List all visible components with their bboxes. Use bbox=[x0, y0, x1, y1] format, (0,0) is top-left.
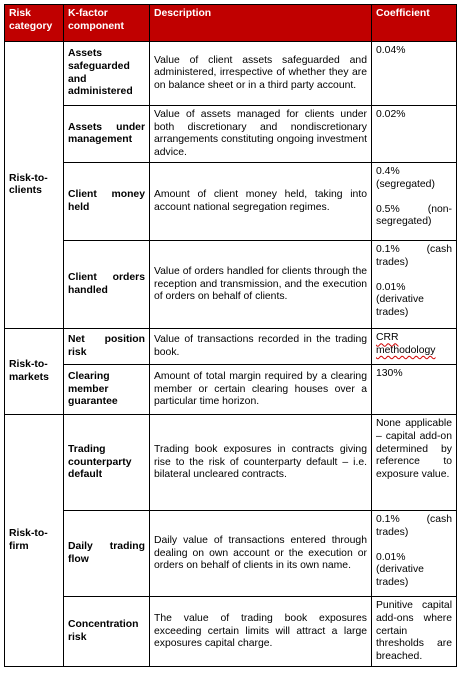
component-cell: Daily trading flow bbox=[64, 511, 150, 597]
coefficient-text: 0.04% bbox=[376, 45, 406, 56]
category-risk-to-clients: Risk-to-clients bbox=[5, 42, 64, 329]
coefficient-text: Punitive capital add-ons where certain thresholds are breached. bbox=[376, 600, 452, 662]
table-row bbox=[5, 329, 457, 365]
coefficient-cell bbox=[372, 163, 457, 241]
coefficient-cell bbox=[372, 365, 457, 415]
coefficient-cell bbox=[372, 415, 457, 511]
table-row bbox=[5, 163, 457, 241]
component-cell: Concentration risk bbox=[64, 597, 150, 667]
coefficient-text: 0.5% (non-segregated) bbox=[376, 203, 452, 228]
description-cell: Value of assets managed for clients under both discretionary and nondiscretionary arrangements constituting ongoing investment advice. bbox=[150, 106, 372, 163]
component-cell: Assets under management bbox=[64, 106, 150, 163]
table-row bbox=[5, 365, 457, 415]
coefficient-text: 0.01% (derivative trades) bbox=[376, 281, 424, 318]
coefficient-cell bbox=[372, 106, 457, 163]
description-cell: Value of orders handled for clients through the reception and transmission, and the execution of orders on behalf of clients. bbox=[150, 241, 372, 329]
table-row bbox=[5, 511, 457, 597]
category-risk-to-firm: Risk-to-firm bbox=[5, 415, 64, 667]
component-cell: Net position risk bbox=[64, 329, 150, 365]
coefficient-text: None applicable – capital add-on determined by reference to exposure value. bbox=[376, 418, 452, 480]
coefficient-text: CRR methodology bbox=[376, 332, 436, 356]
component-cell: Trading counterparty default bbox=[64, 415, 150, 511]
coefficient-cell bbox=[372, 241, 457, 329]
component-cell: Clearing member guarantee bbox=[64, 365, 150, 415]
header-risk-category: Risk category bbox=[5, 5, 64, 42]
coefficient-text: 0.1% (cash trades) bbox=[376, 514, 452, 538]
component-cell: Client orders handled bbox=[64, 241, 150, 329]
coefficient-text: 0.02% bbox=[376, 109, 406, 120]
header-description: Description bbox=[150, 5, 372, 42]
k-factor-table bbox=[4, 4, 457, 667]
header-k-factor-component: K-factor component bbox=[64, 5, 150, 42]
description-cell: Amount of total margin required by a clearing member or certain clearing houses over a particular time horizon. bbox=[150, 365, 372, 415]
coefficient-text: 0.01% (derivative trades) bbox=[376, 551, 424, 588]
k-factor-document bbox=[4, 4, 456, 667]
header-row bbox=[5, 5, 457, 42]
header-coefficient: Coefficient bbox=[372, 5, 457, 42]
description-cell: Amount of client money held, taking into account national segregation regimes. bbox=[150, 163, 372, 241]
table-row bbox=[5, 415, 457, 511]
coefficient-cell bbox=[372, 329, 457, 365]
table-row bbox=[5, 597, 457, 667]
description-cell: Value of transactions recorded in the trading book. bbox=[150, 329, 372, 365]
table-row bbox=[5, 106, 457, 163]
coefficient-text: 130% bbox=[376, 368, 403, 380]
category-risk-to-markets: Risk-to-markets bbox=[5, 329, 64, 415]
coefficient-text: 0.4% (segregated) bbox=[376, 166, 435, 190]
coefficient-cell bbox=[372, 597, 457, 667]
component-cell: Assets safeguarded and administered bbox=[64, 42, 150, 106]
coefficient-cell bbox=[372, 42, 457, 106]
description-cell: Daily value of transactions entered through dealing on own account or the execution or orders on behalf of clients in its own name. bbox=[150, 511, 372, 597]
component-cell: Client money held bbox=[64, 163, 150, 241]
table-row bbox=[5, 241, 457, 329]
description-cell: Value of client assets safeguarded and administered, irrespective of whether they are on balance sheet or in a third party account. bbox=[150, 42, 372, 106]
coefficient-text: 0.1% (cash trades) bbox=[376, 244, 452, 268]
description-cell: Trading book exposures in contracts giving rise to the risk of counterparty default – i.e. bilateral uncleared contracts. bbox=[150, 415, 372, 511]
coefficient-cell bbox=[372, 511, 457, 597]
table-row bbox=[5, 42, 457, 106]
description-cell: The value of trading book exposures exceeding certain limits will attract a large exposures capital charge. bbox=[150, 597, 372, 667]
